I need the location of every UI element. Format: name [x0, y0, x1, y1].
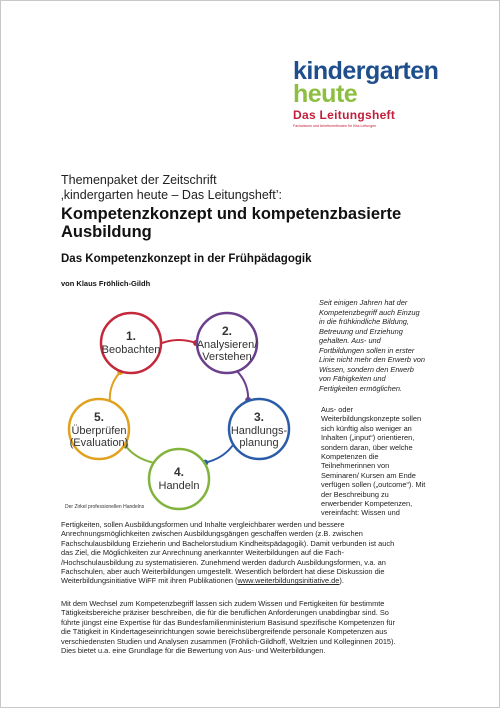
body-paragraph-1-line: Fertigkeiten, sollen Ausbildungsformen und Inhalte vergleichbarer werden und bessere [61, 520, 345, 529]
intro-italic-line: gehalten. Aus- und [319, 336, 381, 345]
diagram-node-number: 5. [93, 410, 105, 424]
body-paragraph-2 [61, 599, 449, 655]
body-paragraph-1-line: /Hochschulausbildung zu systematisieren. Zunehmend werden dadurch Ausbildungsformen, v.a. an [61, 557, 386, 567]
side-paragraph [321, 405, 449, 518]
wiff-link[interactable]: www.weiterbildungsinitiative.de [237, 576, 340, 586]
diagram-nodes [69, 313, 289, 509]
intro-italic-line: von Fähigkeiten und [319, 374, 386, 383]
diagram-node-number: 1. [125, 329, 137, 343]
body-paragraph-2-line: führte jüngst eine Expertise für das Bundesfamilienministerium Basisund spezifische Kompetenzen für [61, 617, 395, 627]
diagram-connector [110, 372, 120, 400]
intro-italic-line: Linie nicht mehr den Erwerb von [319, 355, 425, 364]
side-paragraph-line: Aus- oder [321, 405, 354, 414]
side-paragraph-line: Weiterbildungskonzepte sollen [321, 414, 422, 424]
side-paragraph-line: vereinfacht: Wissen und [321, 508, 400, 518]
document-subtitle: Das Kompetenzkonzept in der Frühpädagogik [61, 253, 312, 265]
logo-das-leitungsheft: Das Leitungsheft [293, 108, 396, 122]
diagram-node-label: Handlungs- [230, 425, 288, 437]
title-line-2: Ausbildung [61, 223, 152, 241]
side-paragraph-line: Inhalten („input“) orientieren, [321, 433, 415, 443]
author-line: von Klaus Fröhlich-Gildh [61, 279, 151, 288]
side-paragraph-line: erwerbender Kompetenzen, [321, 499, 413, 509]
side-paragraph-line: Kompetenzen die [321, 452, 379, 462]
logo-kindergarten: kindergarten [293, 57, 439, 85]
diagram-node-label: Analysieren/ [196, 339, 258, 351]
body-paragraph-2-line: verschiedensten Studien und Analysen zusammen (Fröhlich-Gildhoff, Weltzien und Kolleginnen 2015). [61, 636, 396, 646]
side-paragraph-line: Teilnehmerinnen von [321, 461, 390, 471]
body-paragraph-1-line: Weiterbildungsinitiative WiFF mit ihren Publikationen ( [61, 576, 238, 586]
diagram-node-number: 4. [173, 465, 185, 479]
body-paragraph-2-line: Tätigkeitsbereiche präziser beschreiben, die für die beruflichen Anforderungen unabdingbar sind. So [61, 608, 389, 618]
diagram-node [69, 399, 129, 459]
logo-heute: heute [293, 80, 358, 108]
title-line-1: Kompetenzkonzept und kompetenzbasierte [61, 205, 402, 223]
side-paragraph-line: sondern daran, über welche [321, 442, 413, 452]
diagram-node [101, 313, 161, 373]
intro-italic-paragraph [319, 298, 449, 393]
kicker-line-1: Themenpaket der Zeitschrift [61, 173, 217, 187]
diagram-caption: Der Zirkel professionellen Handelns [65, 504, 145, 510]
diagram-connector [238, 372, 248, 400]
diagram-connector [162, 340, 196, 343]
intro-italic-line: in die frühkindliche Bildung, [319, 317, 409, 326]
circle-of-professional-action-diagram [59, 301, 309, 513]
diagram-node-number: 2. [221, 324, 233, 338]
diagram-node-label: Handeln [158, 480, 200, 492]
link-tail: ). [339, 576, 344, 586]
intro-italic-line: Betreuung und Erziehung [319, 326, 403, 336]
side-paragraph-line: verfügen sollen („outcome“). Mit [321, 480, 426, 490]
diagram-node [149, 449, 209, 509]
diagram-node-label-line-2: planung [239, 437, 279, 449]
body-paragraph-2-line: Dies bietet u.a. eine Grundlage für die Bewertung von Aus- und Weiterbildungen. [61, 646, 326, 656]
diagram-node-label: Überprüfen [71, 425, 127, 437]
body-paragraph-1-line: Fachschulen, aber auch Weiterbildungen umgestellt. Wesentlich befördert hat diese Diskussion die [61, 567, 385, 577]
intro-italic-line: Kompetenzbegriff auch Einzug [319, 307, 420, 317]
diagram-node [229, 399, 289, 459]
intro-italic-line: Fortbildungen sollen in erster [319, 345, 415, 355]
body-paragraph-1-line: Fachschulausbildung Erzieherin und Bachelorstudium Kindheitspädagogik). Damit verbunden ist auch [61, 538, 395, 548]
body-paragraph-2-line: die Tätigkeit in Kindertageseinrichtungen sowie bereichsübergreifende personale Kompetenzen aus [61, 627, 388, 637]
diagram-node [197, 313, 258, 373]
kicker [61, 173, 282, 203]
side-paragraph-line: der Beschreibung zu [321, 489, 389, 499]
body-paragraph-1 [61, 520, 449, 586]
diagram-node-circle [101, 313, 161, 373]
diagram-node-number: 3. [253, 410, 265, 424]
diagram-node-label: Beobachten [101, 344, 161, 356]
side-paragraph-line: Seminaren/ Kursen am Ende [321, 470, 416, 480]
body-paragraph-2-line: Mit dem Wechsel zum Kompetenzbegriff lassen sich zudem Wissen und Fertigkeiten für bestimmte [61, 599, 385, 608]
kicker-line-2: ‚kindergarten heute – Das Leitungsheft’: [61, 188, 282, 202]
diagram-node-label-line-2: (Evaluation) [69, 437, 129, 449]
document-title [61, 205, 461, 241]
body-paragraph-1-line: das Ziel, die Möglichkeiten zur Anrechnung anerkannter Weiterbildungen auf die Fach- [61, 548, 344, 558]
kindergarten-heute-logo [293, 59, 453, 128]
diagram-connector [205, 445, 232, 462]
diagram-node-label-line-2: Verstehen [202, 351, 252, 363]
logo-tagline: Fachwissen und Arbeitsmethoden für Kita-Leitungen [293, 124, 377, 128]
body-paragraph-1-line: Anrechnungsmöglichkeiten zwischen Ausbildungsgängen geschaffen werden (z.B. zwischen [61, 529, 363, 539]
side-paragraph-line: sich künftig also weniger an [321, 423, 412, 433]
intro-italic-line: Seit einigen Jahren hat der [319, 298, 408, 307]
intro-italic-line: Wissen, sondern den Erwerb [319, 364, 414, 374]
diagram-connector [125, 445, 152, 462]
diagram-node-circle [149, 449, 209, 509]
intro-italic-line: Fertigkeiten ermöglichen. [319, 383, 402, 393]
